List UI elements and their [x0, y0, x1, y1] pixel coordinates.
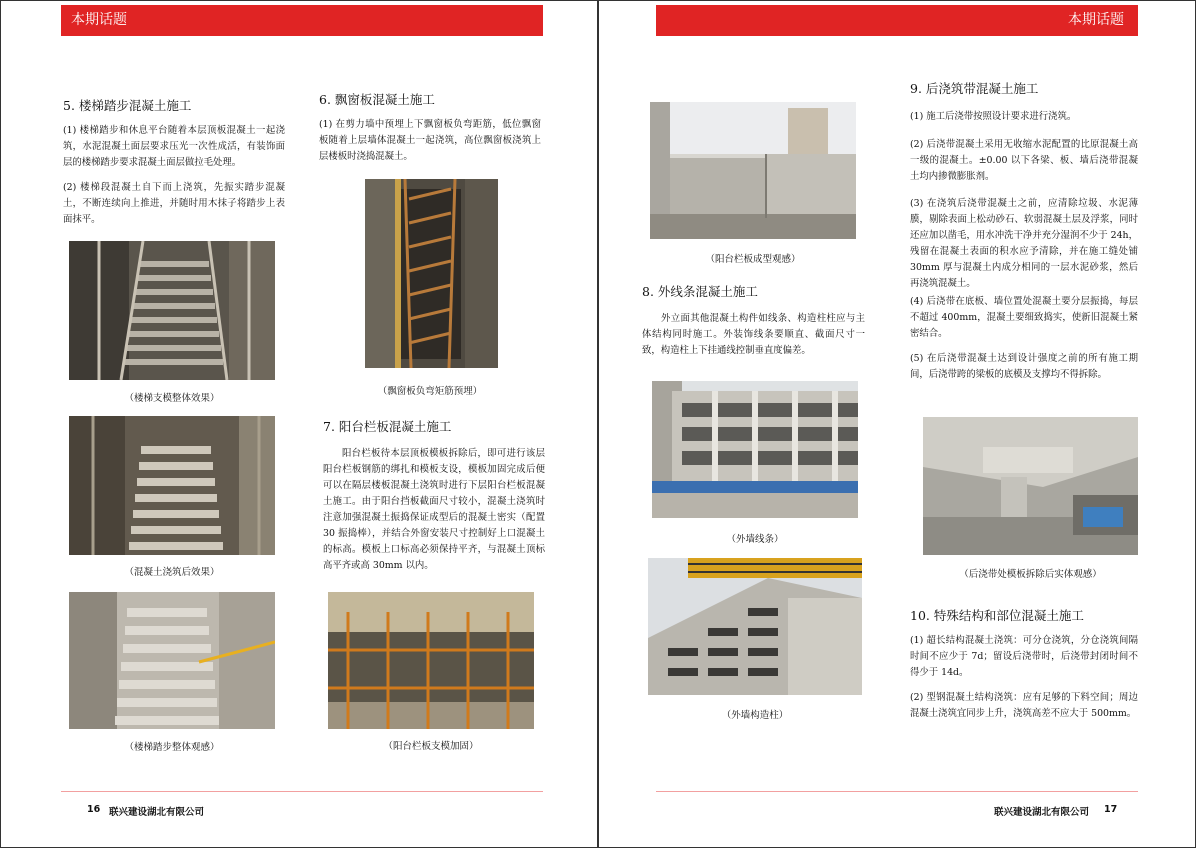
- stair-poured-photo: [69, 416, 275, 555]
- exterior-lines-photo: [652, 381, 858, 518]
- section-10-para-1: (1) 超长结构混凝土浇筑：可分仓浇筑，分仓浇筑间隔时间不应少于 7d；留设后浇带时，后浇带封闭时间不得少于 14d。: [910, 635, 1138, 678]
- stair-formwork-photo: [69, 241, 275, 380]
- stair-finished-caption: （楼梯踏步整体观感）: [124, 742, 220, 753]
- constructional-column-photo: [648, 558, 862, 695]
- right-page-number: 17: [1104, 804, 1118, 815]
- section-10-heading: 10. 特殊结构和部位混凝土施工: [910, 608, 1084, 623]
- post-pour-strip-caption: （后浇带处模板拆除后实体观感）: [959, 569, 1102, 580]
- right-banner: 本期话题: [656, 5, 1138, 36]
- section-6-heading: 6. 飘窗板混凝土施工: [319, 92, 435, 107]
- right-footer-company: 联兴建设湖北有限公司: [994, 807, 1090, 818]
- stair-formwork-caption: （楼梯支模整体效果）: [124, 393, 220, 404]
- balcony-formwork-photo: [328, 592, 534, 729]
- stair-poured-caption: （混凝土浇筑后效果）: [124, 567, 220, 578]
- section-9-para-1: (1) 施工后浇带按照设计要求进行浇筑。: [910, 111, 1077, 122]
- exterior-lines-caption: （外墙线条）: [726, 534, 784, 545]
- section-9-heading: 9. 后浇筑带混凝土施工: [910, 81, 1039, 96]
- section-8-heading: 8. 外线条混凝土施工: [642, 284, 758, 299]
- post-pour-strip-photo: [923, 417, 1138, 555]
- stair-finished-photo: [69, 592, 275, 729]
- section-5-para-2: (2) 楼梯段混凝土自下而上浇筑，先振实踏步混凝土，不断连续向上推进，并随时用木抹子将踏步上表面抹平。: [63, 182, 285, 225]
- right-footer-rule: [656, 791, 1138, 792]
- section-9-para-5: (5) 在后浇带混凝土达到设计强度之前的所有施工期间，后浇带跨的梁板的底模及支撑均不得拆除。: [910, 353, 1138, 380]
- balcony-finished-caption: （阳台栏板成型观感）: [705, 254, 801, 265]
- section-5-para-1: (1) 楼梯踏步和休息平台随着本层顶板混凝土一起浇筑，水泥混凝土面层要求压光一次性成活，有装饰面层的楼梯踏步要求混凝土面层做拉毛处理。: [63, 125, 285, 168]
- left-page-number: 16: [87, 804, 101, 815]
- section-9-para-3: (3) 在浇筑后浇带混凝土之前，应清除垃圾、水泥薄膜，剔除表面上松动砂石、软弱混凝土层及浮浆，同时还应加以凿毛，用水冲洗干净并充分湿润不少于 24h，残留在混凝土表面的积水应予清除，并在施工缝处铺 30mm 厚与混凝土内成分相同的一层水泥砂浆，然后再浇筑混凝土。: [910, 198, 1138, 289]
- section-9-para-2: (2) 后浇带混凝土采用无收缩水泥配置的比原混凝土高一级的混凝土。±0.00 以下各梁、板、墙后浇带混凝土均内掺微膨胀剂。: [910, 139, 1138, 182]
- constructional-column-caption: （外墙构造柱）: [721, 710, 789, 721]
- bay-window-caption: （飘窗板负弯矩筋预埋）: [377, 386, 483, 397]
- section-8-para-1: 外立面其他混凝土构件如线条、构造柱柱应与主体结构同时施工。外装饰线条要顺直、截面尺寸一致，构造柱上下挂通线控制垂直度偏差。: [642, 313, 865, 356]
- section-7-para-1: 阳台栏板待本层顶板模板拆除后，即可进行该层阳台栏板钢筋的绑扎和模板支设，模板加固完成后便可以在隔层楼板混凝土浇筑时进行下层阳台栏板混凝土施工。由于阳台挡板截面尺寸较小，混凝土浇筑时注意加强混凝土振捣保证成型后的混凝土密实（配置 30 振捣棒），并结合外窗安装尺寸控制好上口混凝土的标高。模板上口标高必须保持平齐，与混凝土顶标高平齐或高 30mm 以内。: [323, 448, 545, 571]
- right-page: [598, 0, 1196, 848]
- section-9-para-4: (4) 后浇带在底板、墙位置处混凝土要分层振捣，每层不超过 400mm，混凝土要细致捣实，使新旧混凝土紧密结合。: [910, 296, 1138, 339]
- section-10-para-2: (2) 型钢混凝土结构浇筑：应有足够的下料空间；周边混凝土浇筑宜同步上升，浇筑高差不应大于 500mm。: [910, 692, 1138, 719]
- page-gutter: [597, 0, 599, 848]
- section-7-heading: 7. 阳台栏板混凝土施工: [323, 419, 452, 434]
- section-5-heading: 5. 楼梯踏步混凝土施工: [63, 98, 192, 113]
- balcony-finished-photo: [650, 102, 856, 239]
- left-banner: 本期话题: [61, 5, 543, 36]
- left-footer-company: 联兴建设湖北有限公司: [109, 807, 205, 818]
- left-footer-rule: [61, 791, 543, 792]
- bay-window-rebar-photo: [365, 179, 498, 368]
- balcony-formwork-caption: （阳台栏板支模加固）: [383, 741, 479, 752]
- section-6-para-1: (1) 在剪力墙中预埋上下飘窗板负弯距筋，低位飘窗板随着上层墙体混凝土一起浇筑，高位飘窗板浇筑上层楼板时浇捣混凝土。: [319, 119, 541, 162]
